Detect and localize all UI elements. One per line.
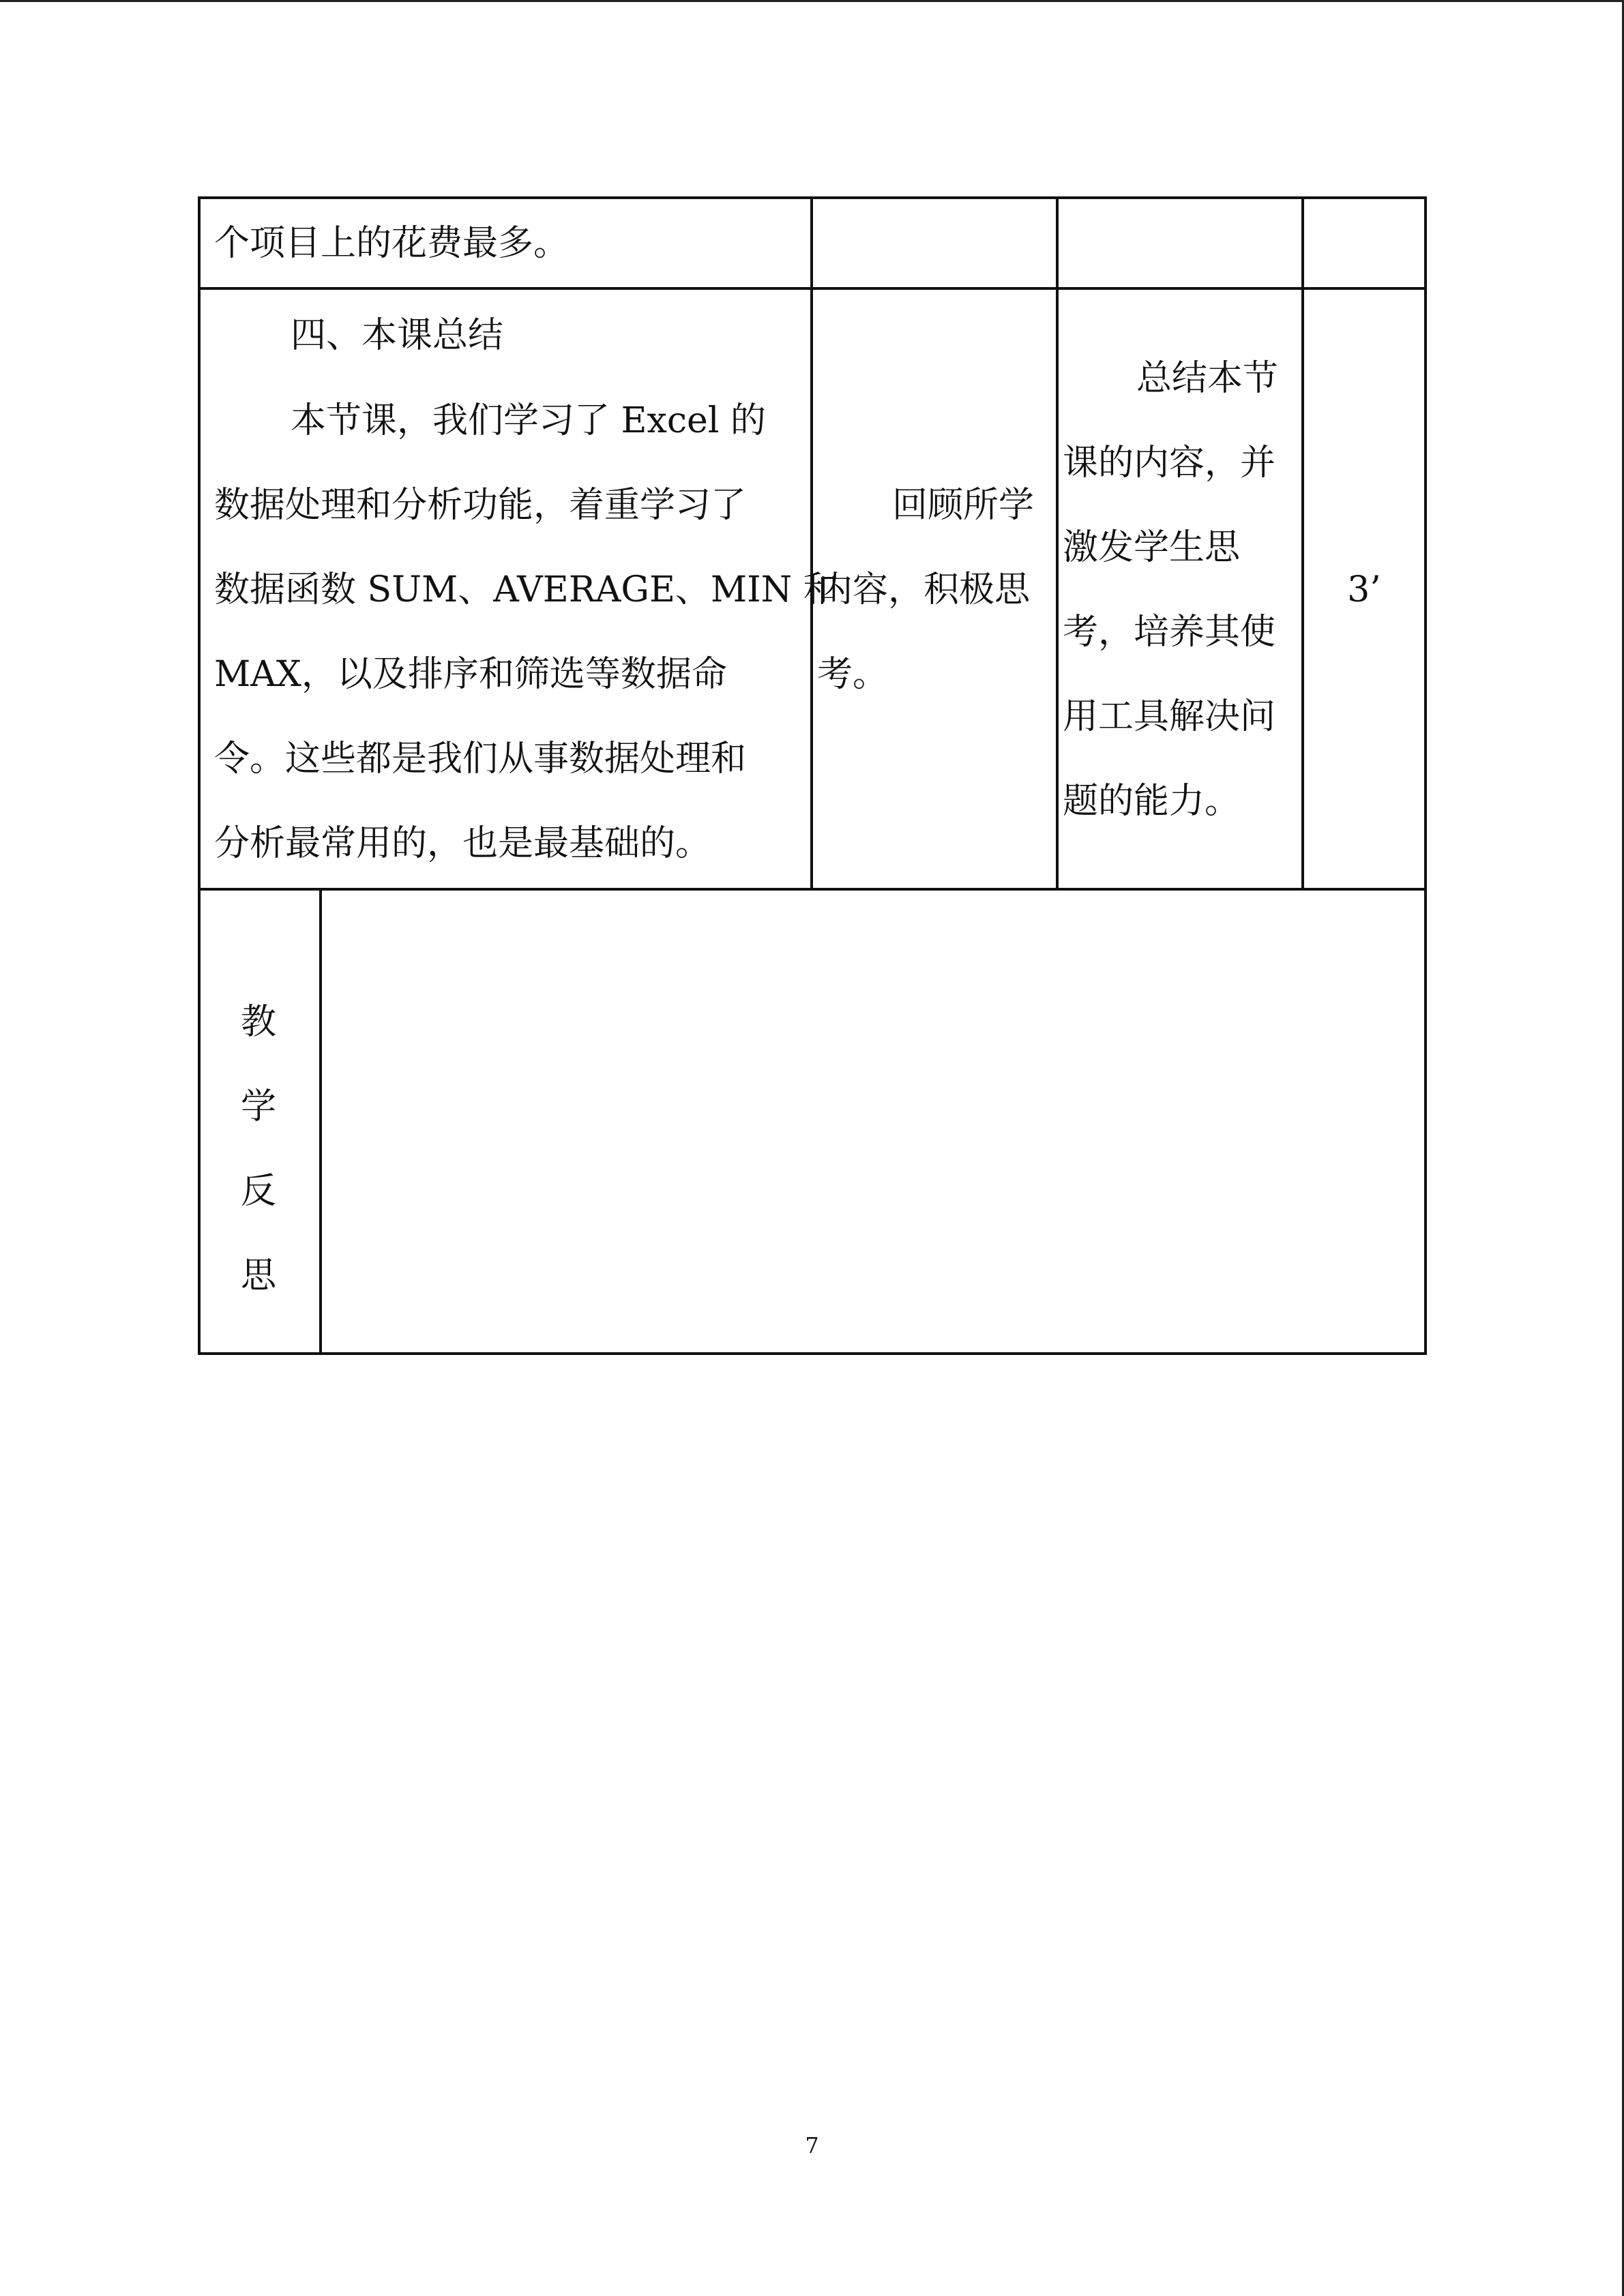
design-intent-line-3: 激发学生思 [1063, 527, 1241, 568]
table-rule-col2 [810, 196, 813, 891]
summary-line-5: 令。这些都是我们从事数据处理和 [214, 739, 747, 779]
reflection-label-char-3: 反 [241, 1171, 277, 1212]
summary-line-3: 数据函数 SUM、AVERAGE、MIN 和 [214, 569, 839, 610]
table-rule-col3 [1056, 196, 1059, 891]
design-intent-line-6: 题的能力。 [1063, 781, 1241, 822]
table-rule-bottom [198, 1352, 1427, 1355]
design-intent-line-4: 考，培养其使 [1063, 612, 1276, 653]
reflection-label-char-2: 学 [241, 1086, 277, 1127]
table-rule-right [1424, 196, 1427, 1355]
table-rule-left [198, 196, 201, 1355]
time-cell: 3’ [1347, 569, 1381, 610]
summary-line-1: 本节课，我们学习了 Excel 的 [291, 400, 766, 441]
design-intent-line-2: 课的内容，并 [1063, 443, 1276, 483]
table-rule-reflection-label [319, 888, 322, 1355]
row1-content-cell: 个项目上的花费最多。 [214, 223, 570, 264]
design-intent-line-5: 用工具解决问 [1063, 696, 1276, 737]
summary-line-6: 分析最常用的，也是最基础的。 [214, 823, 711, 864]
page-border-top [0, 0, 1624, 2]
page-number: 7 [805, 2132, 819, 2158]
student-activity-line-1: 回顾所学 [892, 485, 1035, 526]
reflection-label-char-4: 思 [241, 1255, 277, 1296]
student-activity-line-2: 内容，积极思 [817, 569, 1031, 610]
summary-line-2: 数据处理和分析功能，着重学习了 [214, 485, 747, 526]
reflection-label-char-1: 教 [241, 1002, 277, 1043]
summary-line-4: MAX，以及排序和筛选等数据命 [214, 654, 727, 695]
student-activity-line-3: 考。 [817, 654, 889, 695]
summary-section-title: 四、本课总结 [291, 315, 504, 356]
table-rule-col4 [1301, 196, 1304, 891]
design-intent-line-1: 总结本节 [1136, 358, 1279, 399]
